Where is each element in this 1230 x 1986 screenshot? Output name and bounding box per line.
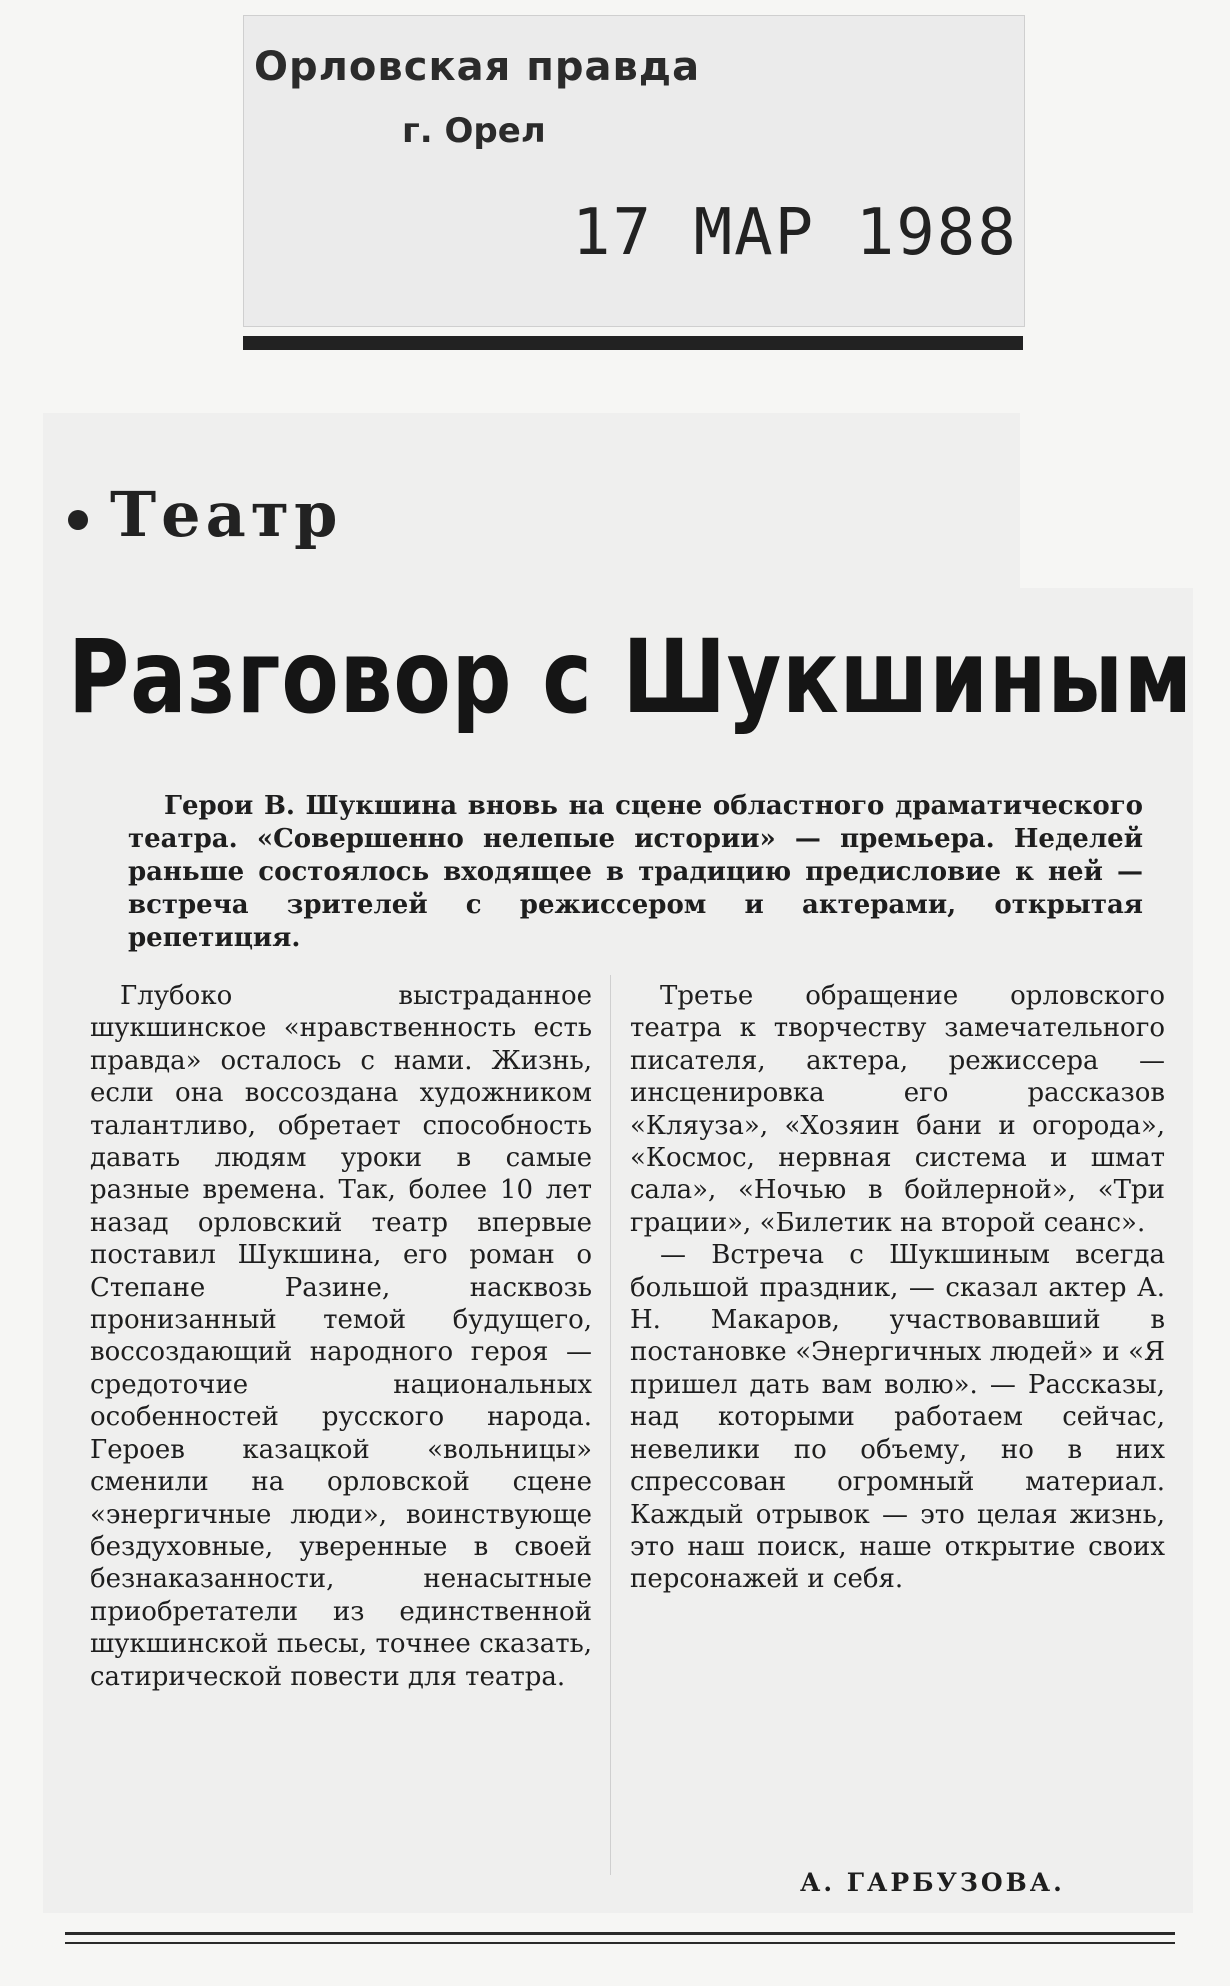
author-signature: А. ГАРБУЗОВА. [800,1868,1065,1897]
article-column-right [630,980,1165,1596]
newspaper-stamp [243,15,1025,327]
publication-city: г. Орел [402,111,546,151]
bottom-rule [65,1932,1175,1944]
bullet-icon [68,510,88,530]
publication-date: 17 МАР 1988 [572,196,1018,270]
paragraph: Третье обращение орловского театра к творчеству замечательного писателя, актера, режиссера — инсценировка его рассказов «Кляуза», «Хозяин бани и огорода», «Космос, нервная система и шмат сала», «Ночью в бойлерной», «Три грации», «Билетик на второй сеанс». [630,981,1165,1238]
article-headline: Разговор с Шукшиным [68,618,1194,737]
paragraph: Глубоко выстраданное шукшинское «нравственность есть правда» осталось с нами. Жизнь, если она воссоздана художником талантливо, обретает способность давать людям уроки в самые разные времена. Так, более 10 лет назад орловский театр впервые поставил Шукшина, его роман о Степане Разине, насквозь пронизанный темой будущего, воссоздающий народного героя — средоточие национальных особенностей русского народа. Героев казацкой «вольницы» сменили на орловской сцене «энергичные люди», воинствующе бездуховные, уверенные в своей безнаказанности, ненасытные приобретатели из единственной шукшинской пьесы, точнее сказать, сатирической повести для театра. [90,981,592,1692]
paragraph: — Встреча с Шукшиным всегда большой праздник, — сказал актер А. Н. Макаров, участвовавший в постановке «Энергичных людей» и «Я пришел дать вам волю». — Рассказы, над которыми работаем сейчас, невелики по объему, но в них спрессован огромный материал. Каждый отрывок — это целая жизнь, это наш поиск, наше открытие своих персонажей и себя. [630,1240,1165,1595]
clipping-cut-corner [1020,413,1193,588]
article-lead: Герои В. Шукшина вновь на сцене областного драматического театра. «Совершенно нелепые истории» — премьера. Неделей раньше состоялось входящее в традицию предисловие к ней — встреча зрителей с режиссером и актерами, открытая репетиция. [128,791,1143,953]
column-divider [610,975,611,1875]
top-rule [243,336,1023,350]
rubric [68,478,343,551]
rubric-label: Театр [110,478,343,551]
article-column-left [90,980,592,1693]
publication-name: Орловская правда [254,44,701,90]
